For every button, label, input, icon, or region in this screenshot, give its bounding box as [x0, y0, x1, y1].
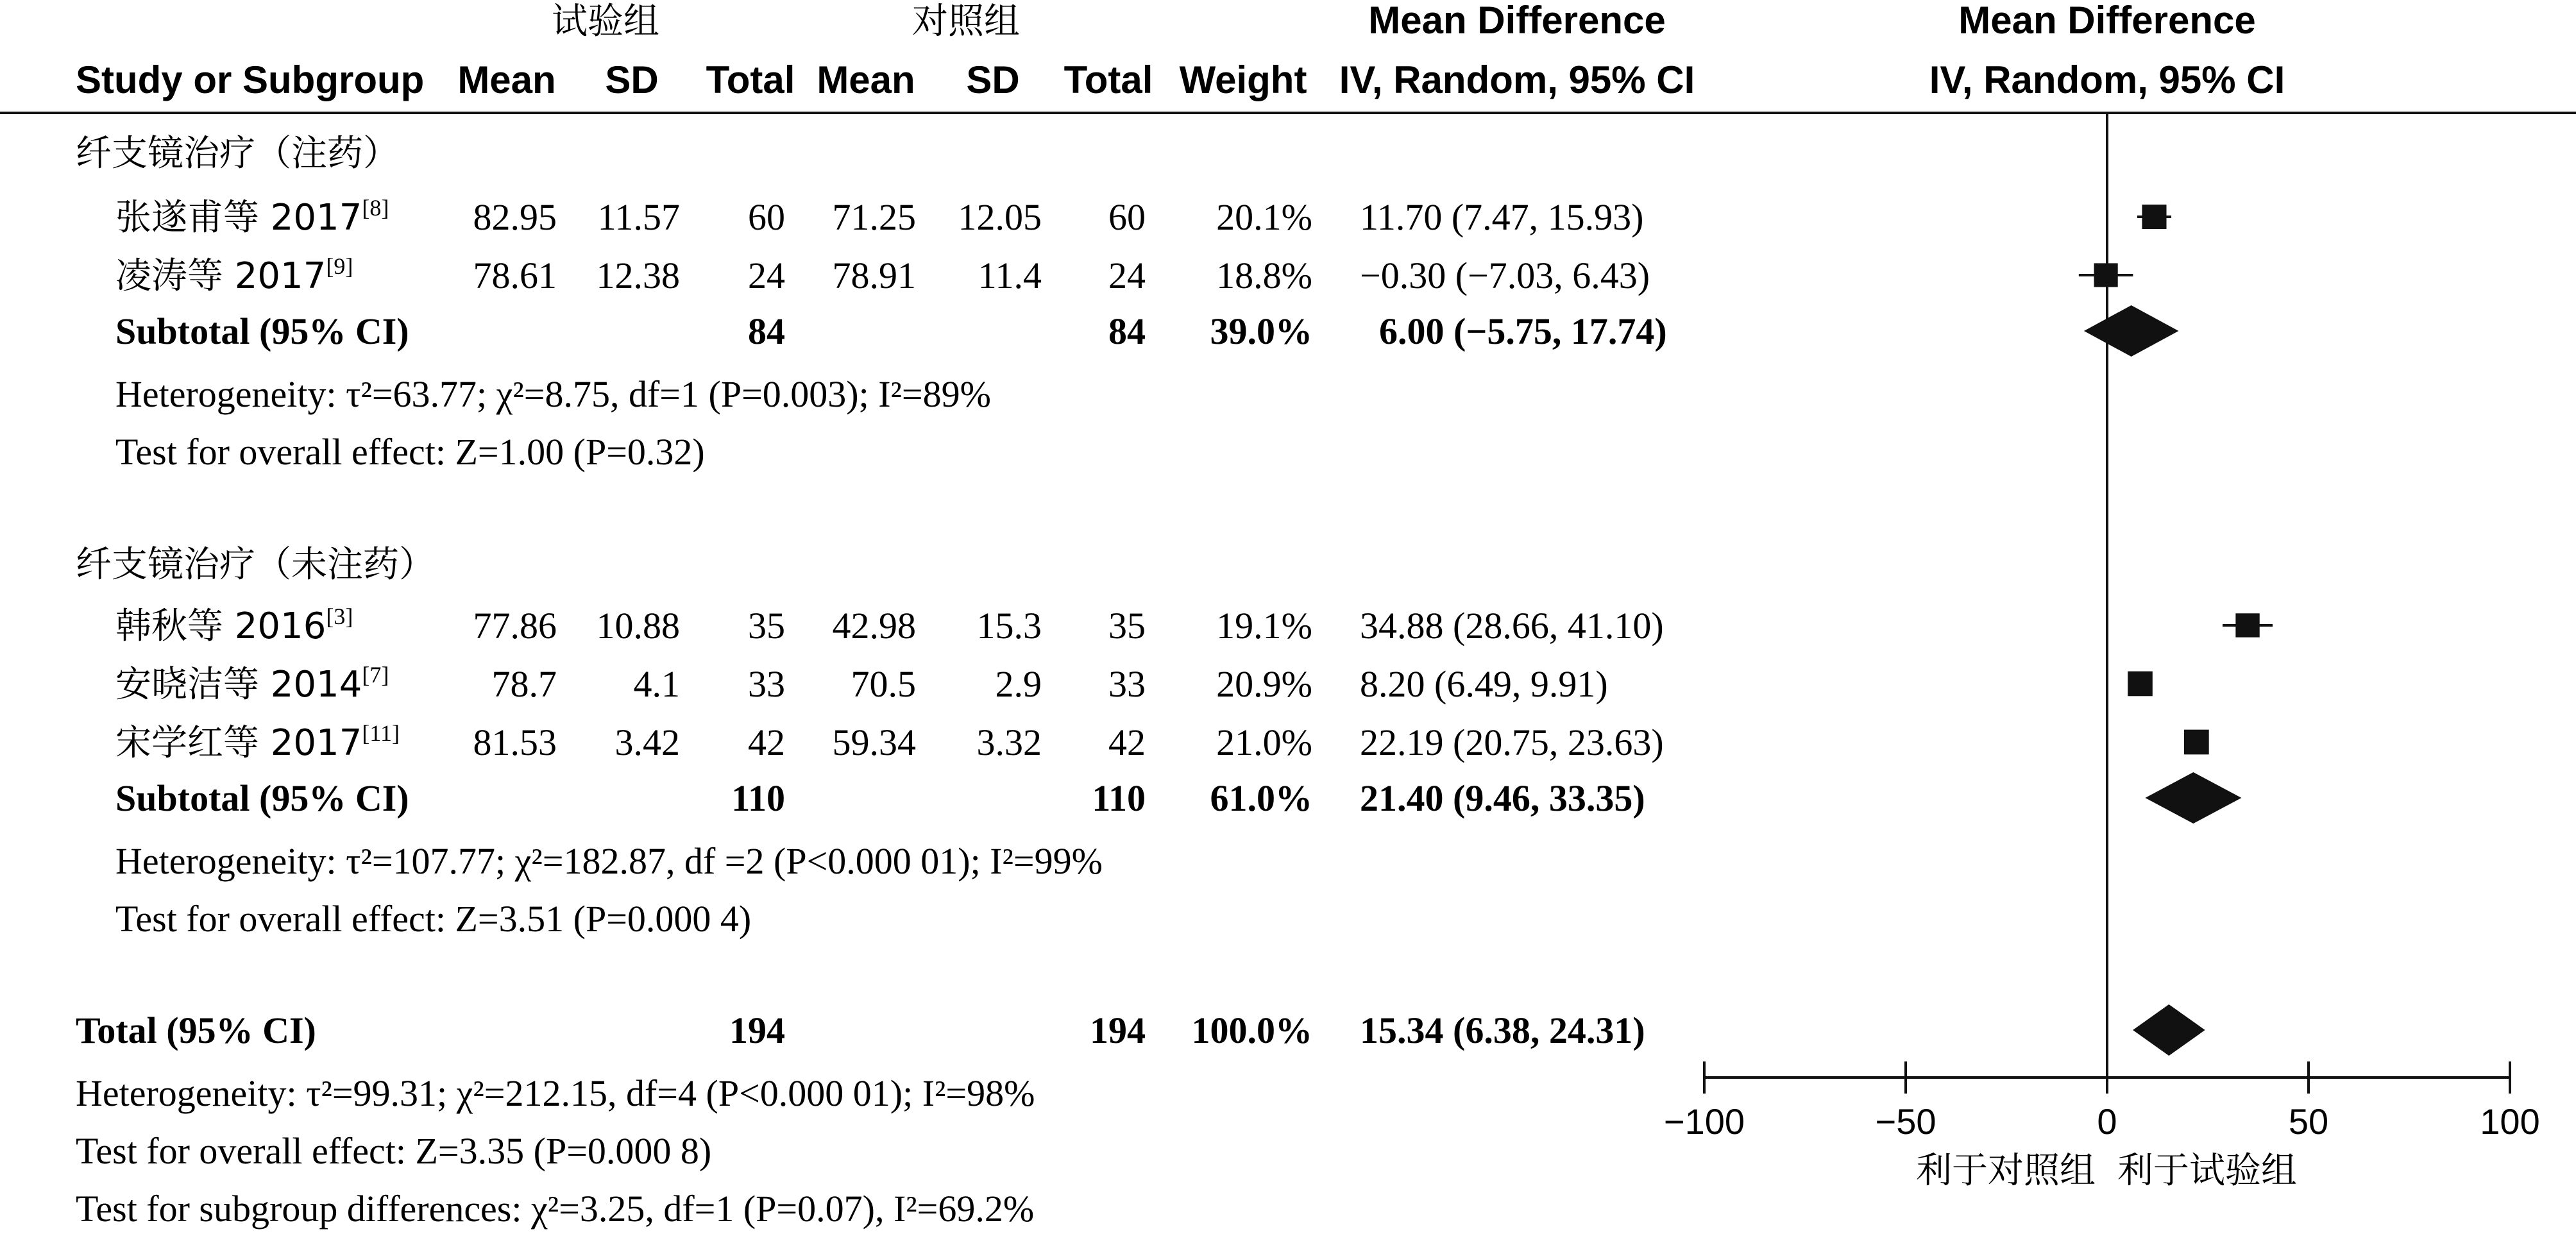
- header-plot-title: Mean Difference: [1958, 0, 2256, 42]
- subtotal-weight: 61.0%: [1210, 777, 1312, 819]
- study-ref: [8]: [362, 195, 389, 221]
- x-tick-label: −50: [1875, 1101, 1936, 1142]
- study-name-text: 张遂甫等 2017: [115, 197, 362, 239]
- total-e-total: 194: [729, 1010, 785, 1051]
- e-sd: 10.88: [596, 605, 680, 647]
- header-md-method: IV, Random, 95% CI: [1339, 58, 1695, 101]
- header-c-sd: SD: [966, 58, 1020, 101]
- subtotal-e-total: 110: [731, 777, 785, 819]
- e-total: 42: [748, 722, 785, 763]
- footer-overall-effect: Test for overall effect: Z=3.35 (P=0.000 8): [76, 1130, 712, 1172]
- subtotal-row: [115, 310, 1667, 352]
- e-sd: 3.42: [614, 722, 680, 763]
- c-sd: 15.3: [976, 605, 1042, 647]
- c-total: 24: [1108, 255, 1146, 296]
- x-tick-label: −100: [1663, 1101, 1745, 1142]
- overall-effect-text: Test for overall effect: Z=1.00 (P=0.32): [115, 431, 705, 473]
- weight: 20.1%: [1216, 196, 1312, 238]
- study-row: [115, 195, 1643, 239]
- e-sd: 12.38: [596, 255, 680, 296]
- subtotal-e-total: 84: [748, 310, 785, 352]
- weight: 21.0%: [1216, 722, 1312, 763]
- study-ref: [7]: [362, 662, 389, 688]
- e-sd: 11.57: [597, 196, 680, 238]
- header-plot-method: IV, Random, 95% CI: [1929, 58, 2285, 101]
- e-total: 33: [748, 663, 785, 705]
- subtotal-weight: 39.0%: [1210, 310, 1312, 352]
- study-name-text: 安晓洁等 2014: [115, 664, 362, 706]
- subtotal-c-total: 110: [1092, 777, 1146, 819]
- study-point: [2128, 672, 2153, 697]
- ci-text: 8.20 (6.49, 9.91): [1360, 663, 1608, 705]
- x-tick-label: 100: [2480, 1101, 2540, 1142]
- study-name: [115, 662, 389, 706]
- total-c-total: 194: [1090, 1010, 1146, 1051]
- ci-text: 11.70 (7.47, 15.93): [1360, 196, 1644, 238]
- c-sd: 2.9: [995, 663, 1042, 705]
- study-ref: [11]: [362, 720, 400, 746]
- c-mean: 78.91: [832, 255, 916, 296]
- c-mean: 70.5: [851, 663, 916, 705]
- e-total: 35: [748, 605, 785, 647]
- overall-effect-text: Test for overall effect: Z=3.51 (P=0.000 4): [115, 898, 752, 940]
- c-sd: 11.4: [978, 255, 1042, 296]
- subtotal-c-total: 84: [1108, 310, 1146, 352]
- subtotal-ci-text: 21.40 (9.46, 33.35): [1360, 777, 1645, 819]
- study-name: [115, 604, 353, 647]
- study-name: [115, 253, 353, 297]
- ci-text: −0.30 (−7.03, 6.43): [1360, 255, 1650, 296]
- weight: 20.9%: [1216, 663, 1312, 705]
- heterogeneity-text: Heterogeneity: τ²=107.77; χ²=182.87, df =2 (P<0.000 01); I²=99%: [115, 840, 1103, 882]
- weight: 18.8%: [1216, 255, 1312, 296]
- e-mean: 78.61: [473, 255, 557, 296]
- c-total: 35: [1108, 605, 1146, 647]
- study-ref: [9]: [326, 253, 353, 279]
- subtotal-diamond: [2145, 772, 2241, 824]
- header-e-sd: SD: [605, 58, 659, 101]
- study-name-text: 凌涛等 2017: [115, 255, 326, 297]
- subtotal-ci-text: 6.00 (−5.75, 17.74): [1379, 310, 1667, 352]
- header-e-mean: Mean: [457, 58, 556, 101]
- study-ref: [3]: [326, 604, 353, 629]
- favours-experimental-label: 利于试验组: [2117, 1150, 2297, 1192]
- e-total: 60: [748, 196, 785, 238]
- study-row: [115, 604, 1664, 647]
- c-total: 60: [1108, 196, 1146, 238]
- total-diamond: [2133, 1004, 2205, 1056]
- total-ci-text: 15.34 (6.38, 24.31): [1360, 1010, 1645, 1051]
- study-point: [2142, 205, 2166, 229]
- ci-text: 22.19 (20.75, 23.63): [1360, 722, 1664, 763]
- subtotal-label: Subtotal (95% CI): [115, 310, 409, 352]
- study-row: [115, 253, 1650, 297]
- study-point: [2094, 263, 2118, 287]
- study-point: [2184, 730, 2209, 755]
- subgroup-1-title: 纤支镜治疗（注药）: [76, 133, 399, 174]
- subtotal-diamond: [2084, 305, 2179, 357]
- subtotal-label: Subtotal (95% CI): [115, 777, 409, 819]
- e-sd: 4.1: [633, 663, 680, 705]
- total-row: [76, 1010, 1645, 1051]
- e-mean: 78.7: [491, 663, 557, 705]
- study-name-text: 宋学红等 2017: [115, 722, 362, 764]
- header-md-title: Mean Difference: [1368, 0, 1666, 42]
- study-row: [115, 662, 1608, 706]
- x-axis-ticks: [1664, 1061, 2540, 1142]
- subtotal-row: [115, 777, 1645, 819]
- e-mean: 82.95: [473, 196, 557, 238]
- x-tick-label: 0: [2097, 1101, 2117, 1142]
- heterogeneity-text: Heterogeneity: τ²=63.77; χ²=8.75, df=1 (P=0.003); I²=89%: [115, 373, 991, 415]
- c-total: 33: [1108, 663, 1146, 705]
- study-name: [115, 195, 389, 239]
- c-total: 42: [1108, 722, 1146, 763]
- c-mean: 59.34: [832, 722, 916, 763]
- favours-control-label: 利于对照组: [1916, 1150, 2096, 1192]
- study-row: [115, 720, 1664, 764]
- header-control-group: 对照组: [912, 1, 1020, 42]
- weight: 19.1%: [1216, 605, 1312, 647]
- c-sd: 3.32: [976, 722, 1042, 763]
- e-mean: 81.53: [473, 722, 557, 763]
- total-label: Total (95% CI): [76, 1010, 316, 1051]
- ci-text: 34.88 (28.66, 41.10): [1360, 605, 1664, 647]
- total-weight: 100.0%: [1191, 1010, 1312, 1051]
- header-c-mean: Mean: [817, 58, 915, 101]
- c-mean: 42.98: [832, 605, 916, 647]
- e-mean: 77.86: [473, 605, 557, 647]
- c-sd: 12.05: [958, 196, 1042, 238]
- study-name-text: 韩秋等 2016: [115, 605, 326, 647]
- header-weight: Weight: [1179, 58, 1307, 101]
- c-mean: 71.25: [832, 196, 916, 238]
- subgroup-2-title: 纤支镜治疗（未注药）: [76, 544, 435, 586]
- header-c-total: Total: [1063, 58, 1153, 101]
- header-experimental-group: 试验组: [552, 1, 659, 42]
- footer-subgroup-diff: Test for subgroup differences: χ²=3.25, df=1 (P=0.07), I²=69.2%: [76, 1188, 1035, 1230]
- footer-heterogeneity: Heterogeneity: τ²=99.31; χ²=212.15, df=4 (P<0.000 01); I²=98%: [76, 1072, 1035, 1114]
- study-name: [115, 720, 400, 764]
- header-study-col: Study or Subgroup: [76, 58, 425, 101]
- study-point: [2235, 613, 2259, 637]
- x-tick-label: 50: [2288, 1101, 2329, 1142]
- e-total: 24: [748, 255, 785, 296]
- header-e-total: Total: [706, 58, 795, 101]
